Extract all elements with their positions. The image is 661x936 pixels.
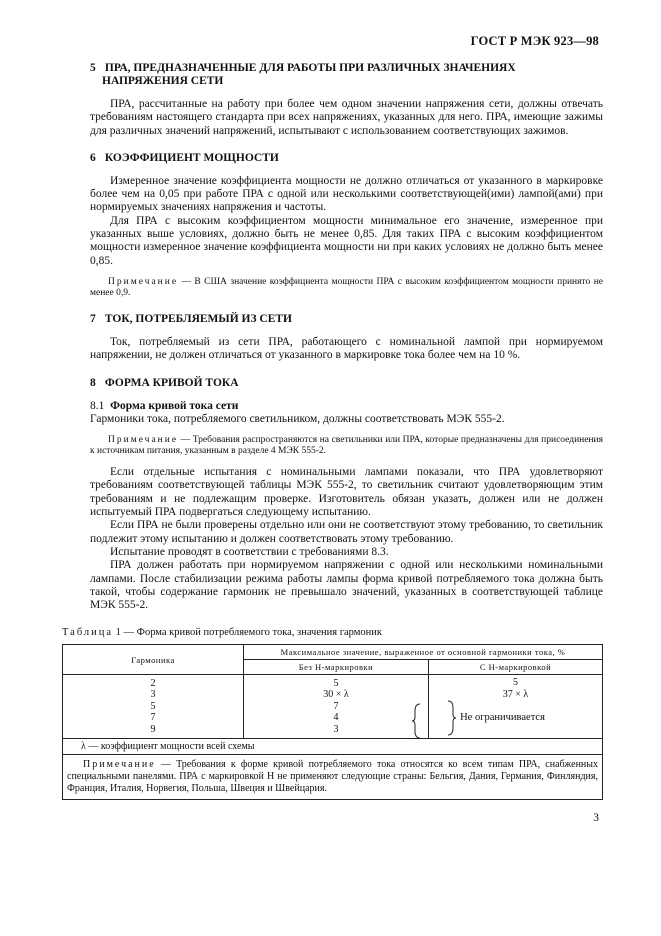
- values-without-h: 5 30 × λ 7 4 3: [244, 675, 429, 739]
- section-8-paragraph-1: Гармоники тока, потребляемого светильником, должны соответствовать МЭК 555-2.: [90, 412, 505, 425]
- section-8-paragraph-5: ПРА должен работать при нормируемом напряжении с одной или несколькими номинальными лампами. После стабилизации режима работы лампы форма кривой потребляемого тока должна быть такой, чтобы содержание гармоник не превышало значений, указанных в соответствующей таблице МЭК 555-2.: [90, 559, 603, 612]
- section-5-paragraph: ПРА, рассчитанные на работу при более чем одном значении напряжения сети, должны отвечать требованиям настоящего стандарта при всех напряжениях, указанных для него. ПРА, имеющие зажимы для различных значений напряжений, испытывают с использованием соответствующих зажимов.: [90, 98, 603, 137]
- table-caption: Таблица 1 — Форма кривой потребляемого тока, значения гармоник: [62, 627, 382, 638]
- section-8-paragraph-2: Если отдельные испытания с номинальными лампами показали, что ПРА удовлетворяют требованиям соответствующей таблицы МЭК 555-2, то светильник считают удовлетворяющим этим требованиям и не подлежащим проверке. Изготовитель обязан указать, должен или не должен испытуемый ПРА подвергаться следующему испытанию.: [90, 466, 603, 519]
- section-6-note: Примечание — В США значение коэффициента мощности ПРА с высоким коэффициентом мощности принято не менее 0,9.: [90, 276, 603, 298]
- section-8-paragraph-4: Испытание проводят в соответствии с требованиями 8.3.: [110, 545, 389, 558]
- table-header-row: [63, 645, 603, 660]
- page-header: ГОСТ Р МЭК 923—98: [470, 34, 599, 48]
- harmonic-values: 2 3 5 7 9: [63, 675, 244, 739]
- section-6-paragraph-2: Для ПРА с высоким коэффициентом мощности минимальное его значение, измеренное при указанных выше условиях, должно быть не менее 0,85. Для таких ПРА с высоким коэффициентом мощности измеренное значение коэффициента мощности ни при каких условиях не должно быть менее 0,85.: [90, 214, 603, 267]
- section-8-heading: 8 ФОРМА КРИВОЙ ТОКА: [90, 376, 239, 389]
- section-7-heading: 7 ТОК, ПОТРЕБЛЯЕМЫЙ ИЗ СЕТИ: [90, 312, 292, 325]
- section-7-paragraph: Ток, потребляемый из сети ПРА, работающего с номинальной лампой при нормируемом напряжении, не должен отличаться от указанного в маркировке тока более чем на 10 %.: [90, 335, 603, 362]
- right-brace-icon: [446, 700, 456, 736]
- unlimited-label: Не ограничивается: [460, 712, 545, 724]
- table-data-row: [63, 675, 603, 739]
- header-max-value: Максимальное значение, выраженное от основной гармоники тока, %: [244, 645, 603, 660]
- lambda-note: λ — коэффициент мощности всей схемы: [63, 739, 603, 755]
- header-with-h: С Н-маркировкой: [429, 660, 603, 675]
- values-with-h: 5 37 × λ Не ограничивается: [429, 675, 603, 739]
- page-number: 3: [593, 812, 599, 824]
- header-without-h: Без Н-маркировки: [244, 660, 429, 675]
- harmonics-table: [62, 644, 603, 800]
- section-5-heading-line2: НАПРЯЖЕНИЯ СЕТИ: [102, 75, 224, 87]
- section-6-paragraph-1: Измеренное значение коэффициента мощности не должно отличаться от указанного в маркировке более чем на 0,05 при работе ПРА с одной или несколькими соответствующей(ими) лампой(ами) при нормируемых значениях напряжения и частоты.: [90, 174, 603, 214]
- section-8-paragraph-3: Если ПРА не были проверены отдельно или они не соответствуют этому требованию, то светильник подлежит этому испытанию и должен соответствовать этому требованию.: [90, 519, 603, 545]
- section-6-heading: 6 КОЭФФИЦИЕНТ МОЩНОСТИ: [90, 151, 279, 164]
- document-body: [90, 62, 603, 612]
- section-8-note: Примечание — Требования распространяются на светильники или ПРА, которые предназначены для присоединения к источникам питания, указанным в разделе 4 МЭК 555-2.: [90, 435, 603, 457]
- header-harmonic: Гармоника: [63, 645, 244, 675]
- subsection-8-1-heading: 8.1 Форма кривой тока сети: [90, 399, 239, 412]
- table-note: Примечание — Требования к форме кривой потребляемого тока относятся ко всем типам ПРА, снабженных специальными панелями. ПРА с маркировкой Н не применяют следующие страны: Бельгия, Дания, Германия, Финляндия, Франция, Италия, Норвегия, Польша, Швеция и Швейцария.: [63, 755, 603, 800]
- lambda-row: [63, 739, 603, 755]
- section-5-heading: 5 ПРА, ПРЕДНАЗНАЧЕННЫЕ ДЛЯ РАБОТЫ ПРИ РАЗЛИЧНЫХ ЗНАЧЕНИЯХ: [90, 62, 516, 74]
- table-note-row: [63, 755, 603, 800]
